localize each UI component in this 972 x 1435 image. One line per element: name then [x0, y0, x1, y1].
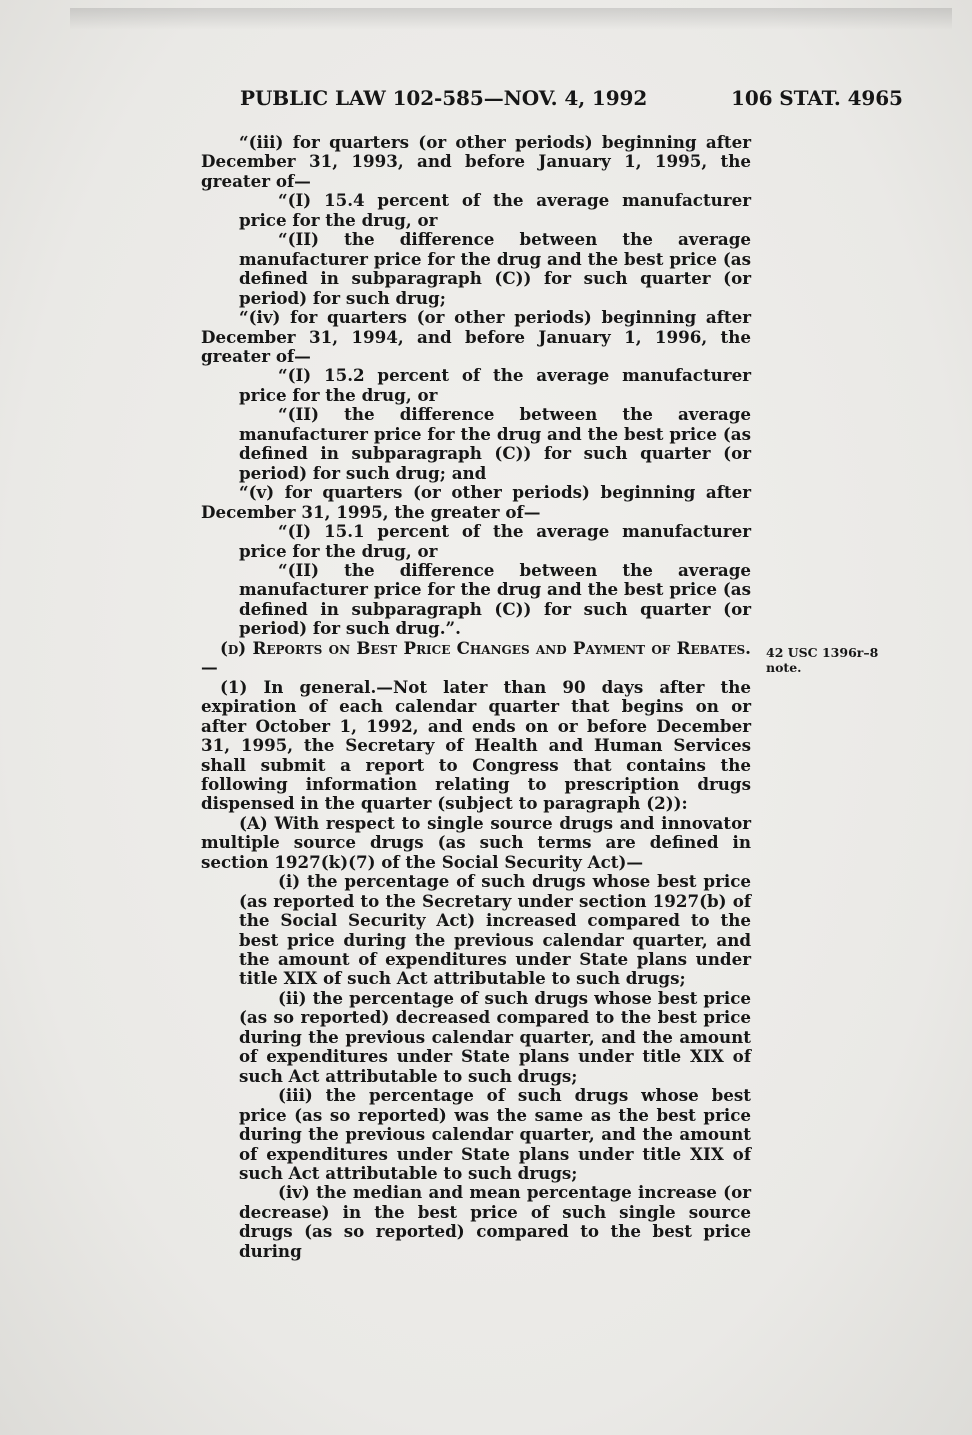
clause-iv: “(iv) for quarters (or other periods) beginning after December 31, 1994, and before January 1, 1996, the greater of—: [201, 307, 751, 366]
subclause-I: “(I) 15.2 percent of the average manufacturer price for the drug, or: [239, 365, 751, 405]
section-heading-d: (d) Reports on Best Price Changes and Payment of Rebates.—: [201, 637, 751, 678]
subclause-II: “(II) the difference between the average manufacturer price for the drug and the best price (as defined in subparagraph (C)) for such quarter (or period) for such drug;: [239, 229, 751, 308]
running-header-title: PUBLIC LAW 102-585—NOV. 4, 1992: [240, 86, 648, 110]
subclause-II: “(II) the difference between the average manufacturer price for the drug and the best price (as defined in subparagraph (C)) for such quarter (or period) for such drug; and: [239, 404, 751, 483]
subclause-II: “(II) the difference between the average manufacturer price for the drug and the best price (as defined in subparagraph (C)) for such quarter (or period) for such drug.”.: [239, 559, 751, 639]
clause-iii: “(iii) for quarters (or other periods) beginning after December 31, 1993, and before January 1, 1995, the greater of—: [201, 132, 751, 191]
statute-text: [201, 133, 751, 1261]
scan-edge-shadow: [70, 8, 952, 30]
paragraph-1: (1) In general.—Not later than 90 days after the expiration of each calendar quarter that begins on or after October 1, 1992, and ends on or before December 31, 1995, the Secretary of Health and Human Services shall submit a report to Congress that contains the following information relating to prescription drugs dispensed in the quarter (subject to paragraph (2)):: [201, 676, 751, 814]
clause-i: (i) the percentage of such drugs whose best price (as reported to the Secretary under section 1927(b) of the Social Security Act) increased compared to the best price during the previous calendar quarter, and the amount of expenditures under State plans under title XIX of such Act attributable to such drugs;: [239, 871, 751, 989]
clause-iii: (iii) the percentage of such drugs whose best price (as so reported) was the same as the best price during the previous calendar quarter, and the amount of expenditures under State plans under title XIX of such Act attributable to such drugs;: [239, 1085, 751, 1184]
clause-iv: (iv) the median and mean percentage increase (or decrease) in the best price of such single source drugs (as so reported) compared to the best price during: [239, 1182, 751, 1261]
margin-citation-note: 42 USC 1396r–8 note.: [766, 645, 879, 675]
running-header-page: 106 STAT. 4965: [731, 86, 903, 110]
clause-v: “(v) for quarters (or other periods) beginning after December 31, 1995, the greater of—: [201, 482, 751, 522]
clause-ii: (ii) the percentage of such drugs whose best price (as so reported) decreased compared to the best price during the previous calendar quarter, and the amount of expenditures under State plans under title XIX of such Act attributable to such drugs;: [239, 987, 751, 1086]
subparagraph-A: (A) With respect to single source drugs and innovator multiple source drugs (as such terms are defined in section 1927(k)(7) of the Social Security Act)—: [201, 812, 751, 872]
subclause-I: “(I) 15.4 percent of the average manufacturer price for the drug, or: [239, 190, 751, 230]
subclause-I: “(I) 15.1 percent of the average manufacturer price for the drug, or: [239, 521, 751, 561]
